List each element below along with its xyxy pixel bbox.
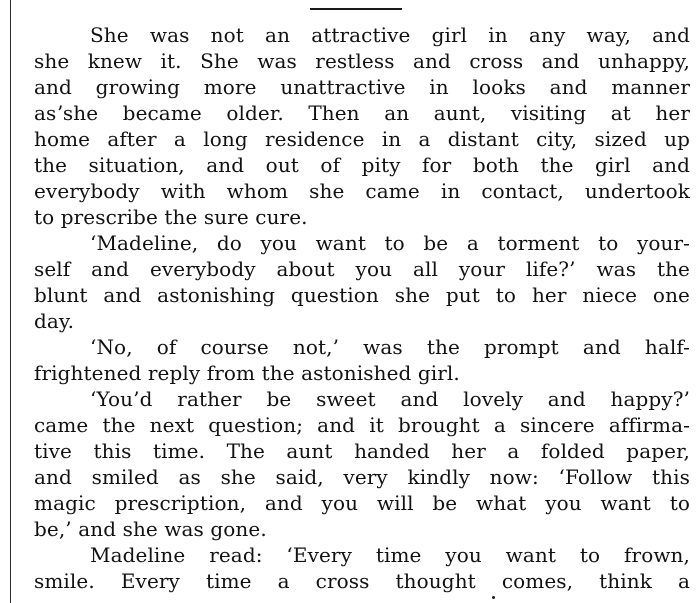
text-line: magic prescription, and you will be what you want to [34,491,690,515]
text-line: asʼshe became older. Then an aunt, visiting at her [34,101,690,125]
text-line: ‘No, of course not,’ was the prompt and half- [90,335,690,359]
text-line: the situation, and out of pity for both the girl and [34,153,690,177]
text-line: Madeline read: ‘Every time you want to frown, [90,543,690,567]
text-line: and smiled as she said, very kindly now: ‘Follow this [34,465,690,489]
text-line: ‘You’d rather be sweet and lovely and happy?’ [90,387,690,411]
text-line: smile. Every time a cross thought comes, think a [34,569,690,593]
print-speck [492,596,495,599]
top-rule [310,8,402,10]
text-line: day. [34,309,75,333]
text-line: she knew it. She was restless and cross and unhappy, [34,49,690,73]
text-line: frightened reply from the astonished girl. [34,361,460,385]
text-line: self and everybody about you all your life?’ was the [34,257,690,281]
text-line: be,’ and she was gone. [34,517,267,541]
text-line: home after a long residence in a distant city, sized up [34,127,690,151]
text-line: tive this time. The aunt handed her a folded paper, [34,439,690,463]
text-line: ‘Madeline, do you want to be a torment to your- [90,231,690,255]
text-line: came the next question; and it brought a sincere affirma- [34,413,690,437]
text-line: blunt and astonishing question she put to her niece one [34,283,690,307]
body-text [34,22,690,594]
text-line: She was not an attractive girl in any way, and [90,23,690,47]
text-line: everybody with whom she came in contact, undertook [34,179,690,203]
left-margin-rule [10,0,11,603]
text-line: and growing more unattractive in looks and manner [34,75,690,99]
text-line: to prescribe the sure cure. [34,205,308,229]
